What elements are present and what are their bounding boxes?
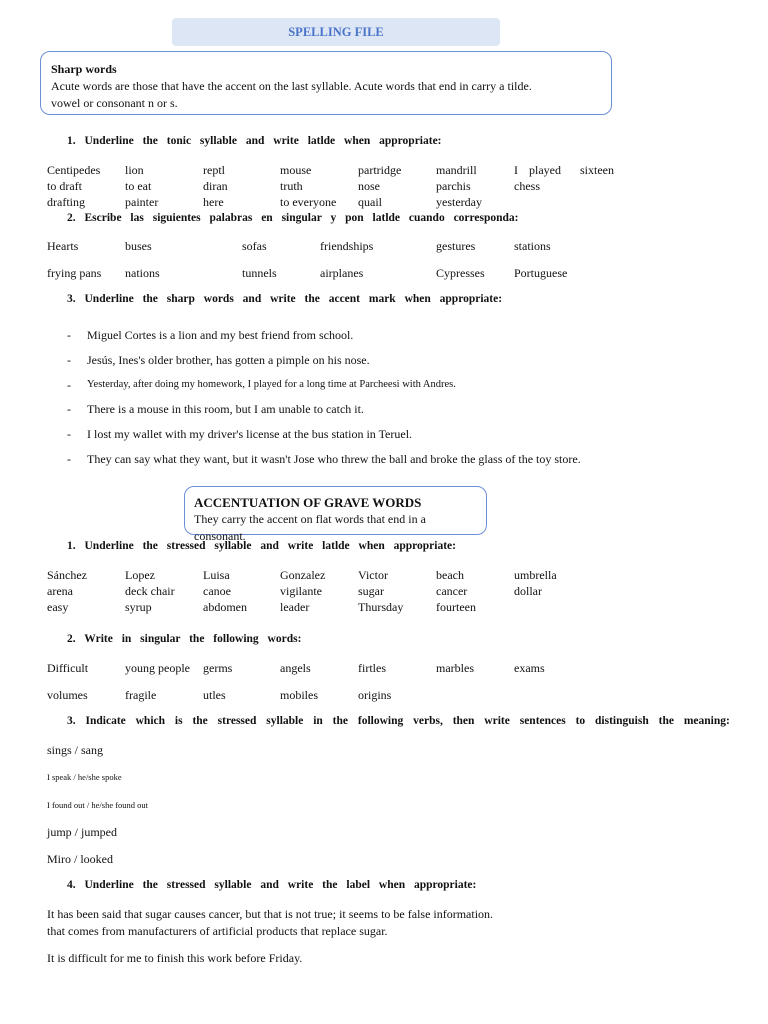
word-cell: mouse bbox=[280, 163, 312, 177]
grave-words-box bbox=[184, 486, 487, 543]
bullet-dash: - bbox=[67, 353, 71, 367]
s1-q1-row-2 bbox=[0, 178, 768, 194]
s2-q3-number: 3. bbox=[67, 715, 76, 727]
word-cell: origins bbox=[358, 688, 392, 702]
s2-q1-row-1 bbox=[0, 567, 768, 583]
word-cell: airplanes bbox=[320, 266, 364, 280]
word-cell: Victor bbox=[358, 568, 388, 582]
word-cell: sofas bbox=[242, 239, 267, 253]
verb-pair: sings / sang bbox=[47, 743, 104, 757]
s1-q3-heading bbox=[67, 293, 502, 305]
word-cell: chess bbox=[514, 179, 540, 193]
word-cell: cancer bbox=[436, 584, 468, 598]
word-cell: nose bbox=[358, 179, 380, 193]
grave-words-definition: They carry the accent on flat words that end in a consonant. bbox=[194, 512, 426, 543]
word-cell: marbles bbox=[436, 661, 474, 675]
grave-words-heading: ACCENTUATION OF GRAVE WORDS bbox=[194, 495, 422, 510]
word-cell: Luisa bbox=[203, 568, 230, 582]
s2-q3-heading bbox=[67, 715, 730, 727]
s1-q3-number: 3. bbox=[67, 293, 76, 305]
verb-pair: Miro / looked bbox=[47, 852, 113, 866]
word-cell: angels bbox=[280, 661, 311, 675]
bullet-dash: - bbox=[67, 427, 71, 441]
word-cell: syrup bbox=[125, 600, 152, 614]
exercise-paragraph-1 bbox=[47, 906, 493, 940]
word-cell: to eat bbox=[125, 179, 152, 193]
word-cell: Cypresses bbox=[436, 266, 485, 280]
word-cell: painter bbox=[125, 195, 159, 209]
s1-q1-heading bbox=[67, 135, 442, 147]
s1-q1-number: 1. bbox=[67, 135, 76, 147]
s2-q1-row-3 bbox=[0, 599, 768, 615]
word-cell: exams bbox=[514, 661, 545, 675]
word-cell: canoe bbox=[203, 584, 231, 598]
word-cell: abdomen bbox=[203, 600, 247, 614]
sentence: There is a mouse in this room, but I am unable to catch it. bbox=[87, 402, 364, 416]
word-cell: lion bbox=[125, 163, 144, 177]
s1-q2-row-2 bbox=[0, 265, 768, 281]
word-cell: parchis bbox=[436, 179, 471, 193]
word-cell: quail bbox=[358, 195, 382, 209]
word-cell: Gonzalez bbox=[280, 568, 326, 582]
s1-q3-text: Underline the sharp words and write the accent mark when appropriate: bbox=[84, 293, 503, 305]
word-cell: tunnels bbox=[242, 266, 277, 280]
sharp-words-box bbox=[40, 51, 612, 115]
word-cell: buses bbox=[125, 239, 152, 253]
word-cell: nations bbox=[125, 266, 160, 280]
s1-q1-row-3 bbox=[0, 194, 768, 210]
word-cell: yesterday bbox=[436, 195, 482, 209]
verb-pair: I speak / he/she spoke bbox=[47, 772, 122, 782]
s2-q2-number: 2. bbox=[67, 633, 76, 645]
s2-q2-row-1 bbox=[0, 660, 768, 676]
sentence: Jesús, Ines's older brother, has gotten a pimple on his nose. bbox=[87, 353, 370, 367]
word-cell: deck chair bbox=[125, 584, 175, 598]
word-cell: mandrill bbox=[436, 163, 477, 177]
word-cell: fragile bbox=[125, 688, 157, 702]
s1-q1-text: Underline the tonic syllable and write latlde when appropriate: bbox=[84, 135, 442, 147]
word-cell: Sánchez bbox=[47, 568, 87, 582]
word-cell: fourteen bbox=[436, 600, 476, 614]
word-cell: drafting bbox=[47, 195, 85, 209]
word-cell: germs bbox=[203, 661, 233, 675]
word-cell: gestures bbox=[436, 239, 476, 253]
s2-q1-number: 1. bbox=[67, 540, 76, 552]
s2-q4-number: 4. bbox=[67, 879, 76, 891]
word-cell: Difficult bbox=[47, 661, 89, 675]
word-cell: reptl bbox=[203, 163, 225, 177]
s2-q4-heading bbox=[67, 879, 476, 891]
word-cell: arena bbox=[47, 584, 73, 598]
word-cell: vigilante bbox=[280, 584, 322, 598]
word-cell: to draft bbox=[47, 179, 82, 193]
s1-q1-row-1 bbox=[0, 162, 768, 178]
word-cell: umbrella bbox=[514, 568, 557, 582]
sentence: I lost my wallet with my driver's license at the bus station in Teruel. bbox=[87, 427, 413, 441]
word-cell: utles bbox=[203, 688, 226, 702]
sentence: Miguel Cortes is a lion and my best friend from school. bbox=[87, 328, 354, 342]
word-cell: Centipedes bbox=[47, 163, 101, 177]
word-cell: beach bbox=[436, 568, 464, 582]
bullet-dash: - bbox=[67, 328, 71, 342]
word-cell: I played bbox=[514, 163, 561, 177]
sentence: They can say what they want, but it wasn't Jose who threw the ball and broke the glass of the toy store. bbox=[87, 452, 581, 466]
sharp-words-definition-line2: vowel or consonant n or s. bbox=[51, 96, 178, 110]
s2-q1-text: Underline the stressed syllable and write latlde when appropriate: bbox=[84, 540, 456, 552]
s2-q2-text: Write in singular the following words: bbox=[84, 633, 302, 645]
sharp-words-heading: Sharp words bbox=[51, 62, 117, 76]
s2-q2-heading bbox=[67, 633, 301, 645]
word-cell: sugar bbox=[358, 584, 384, 598]
word-cell: volumes bbox=[47, 688, 88, 702]
word-cell: stations bbox=[514, 239, 551, 253]
s1-q2-text: Escribe las siguientes palabras en singular y pon latlde cuando corresponda: bbox=[84, 212, 519, 224]
word-cell: Hearts bbox=[47, 239, 79, 253]
word-cell: mobiles bbox=[280, 688, 318, 702]
s1-q2-heading bbox=[67, 212, 519, 224]
paragraph-line: that comes from manufacturers of artificial products that replace sugar. bbox=[47, 924, 388, 938]
bullet-dash: - bbox=[67, 402, 71, 416]
word-cell: partridge bbox=[358, 163, 402, 177]
verb-pair: I found out / he/she found out bbox=[47, 800, 149, 810]
word-cell: leader bbox=[280, 600, 310, 614]
s2-q3-text: Indicate which is the stressed syllable in the following verbs, then write sentences to distinguish the meaning: bbox=[85, 715, 730, 727]
s2-q1-heading bbox=[67, 540, 456, 552]
word-cell: Lopez bbox=[125, 568, 155, 582]
word-cell: frying pans bbox=[47, 266, 102, 280]
word-cell: dollar bbox=[514, 584, 542, 598]
word-cell: here bbox=[203, 195, 224, 209]
s2-q1-row-2 bbox=[0, 583, 768, 599]
bullet-dash: - bbox=[67, 378, 71, 392]
s1-q2-number: 2. bbox=[67, 212, 76, 224]
word-cell: Thursday bbox=[358, 600, 404, 614]
word-cell: firtles bbox=[358, 661, 386, 675]
word-cell: sixteen bbox=[580, 163, 614, 177]
verb-pair: jump / jumped bbox=[47, 825, 117, 839]
word-cell: to everyone bbox=[280, 195, 337, 209]
bullet-dash: - bbox=[67, 452, 71, 466]
word-cell: truth bbox=[280, 179, 303, 193]
page-title: SPELLING FILE bbox=[172, 18, 500, 46]
exercise-paragraph-2: It is difficult for me to finish this work before Friday. bbox=[47, 951, 303, 965]
s1-q2-row-1 bbox=[0, 238, 768, 254]
sentence: Yesterday, after doing my homework, I played for a long time at Parcheesi with Andres. bbox=[87, 379, 456, 390]
word-cell: Portuguese bbox=[514, 266, 568, 280]
word-cell: diran bbox=[203, 179, 228, 193]
word-cell: friendships bbox=[320, 239, 374, 253]
s2-q2-row-2 bbox=[0, 687, 768, 703]
word-cell: easy bbox=[47, 600, 69, 614]
sharp-words-definition-line1: Acute words are those that have the accent on the last syllable. Acute words that end in carry a tilde. bbox=[51, 79, 532, 93]
s2-q4-text: Underline the stressed syllable and write the label when appropriate: bbox=[84, 879, 477, 891]
paragraph-line: It has been said that sugar causes cancer, but that is not true; it seems to be false information. bbox=[47, 907, 494, 921]
word-cell: young people bbox=[125, 661, 190, 675]
